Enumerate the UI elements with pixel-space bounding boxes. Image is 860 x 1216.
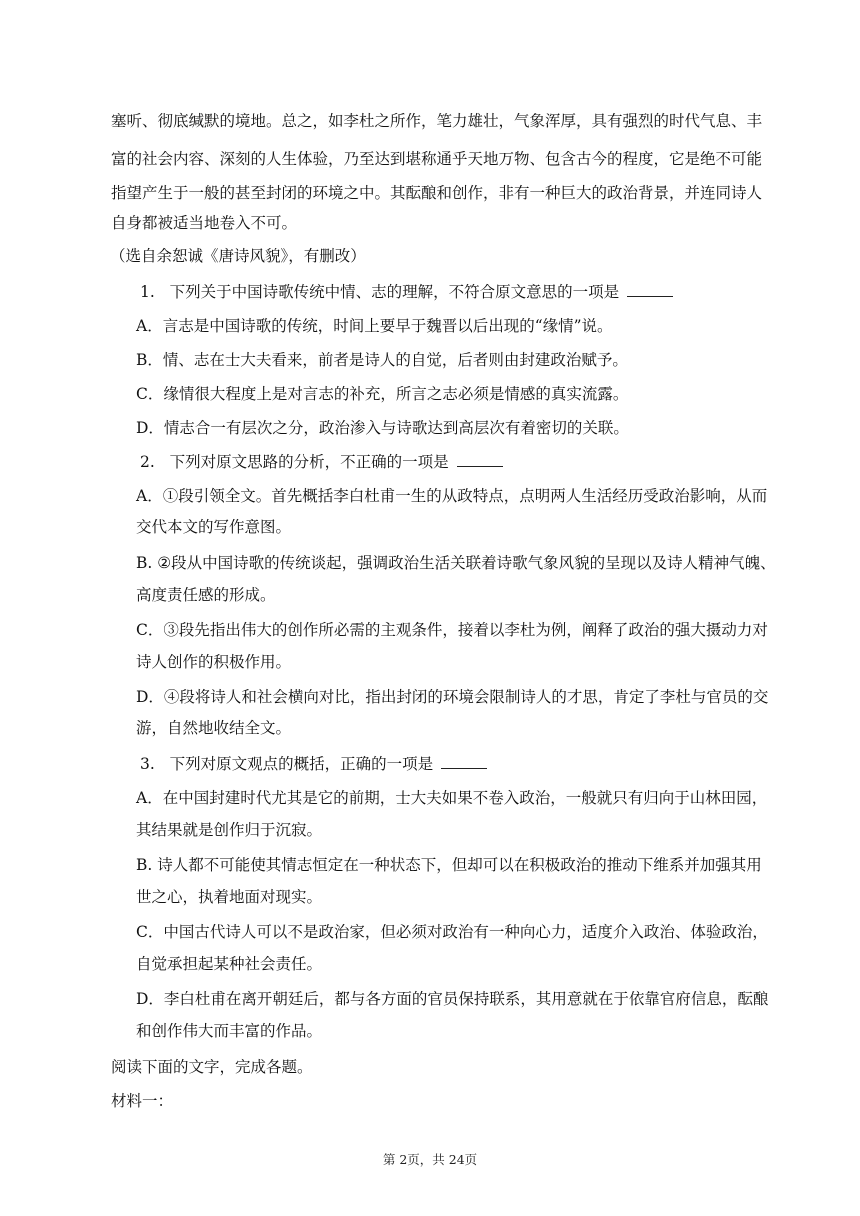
- answer-blank[interactable]: [627, 282, 673, 297]
- passage-line: 塞听、彻底缄默的境地。总之，如李杜之所作，笔力雄壮，气象浑厚，具有强烈的时代气息、丰: [111, 112, 763, 130]
- material-label: 材料一：: [111, 1092, 174, 1110]
- option-3b-cont: 世之心，执着地面对现实。: [136, 888, 323, 906]
- answer-blank[interactable]: [441, 754, 487, 769]
- passage-line: 自身都被适当地卷入不可。: [111, 214, 298, 232]
- question-2: [140, 452, 503, 472]
- question-stem: 下列关于中国诗歌传统中情、志的理解，不符合原文意思的一项是: [169, 283, 620, 301]
- question-number: 2.: [140, 453, 155, 471]
- option-2d: D．④段将诗人和社会横向对比，指出封闭的环境会限制诗人的才思，肯定了李杜与官员的交: [136, 688, 769, 706]
- option-3a: A．在中国封建时代尤其是它的前期，士大夫如果不卷入政治，一般就只有归向于山林田园，: [136, 789, 768, 807]
- option-2b-cont: 高度责任感的形成。: [136, 586, 276, 604]
- option-2b: B. ②段从中国诗歌的传统谈起，强调政治生活关联着诗歌气象风貌的呈现以及诗人精神气魄、: [136, 554, 776, 572]
- option-1b: B．情、志在士大夫看来，前者是诗人的自觉，后者则由封建政治赋予。: [136, 351, 628, 369]
- passage-line: 指望产生于一般的甚至封闭的环境之中。其酝酿和创作，非有一种巨大的政治背景，并连同诗人: [111, 184, 763, 202]
- option-1d: D．情志合一有层次之分，政治渗入与诗歌达到高层次有着密切的关联。: [136, 419, 629, 437]
- source-citation: （选自余恕诚《唐诗风貌》，有删改）: [110, 247, 366, 265]
- question-number: 1.: [140, 283, 155, 301]
- option-2d-cont: 游，自然地收结全文。: [136, 719, 292, 737]
- question-stem: 下列对原文思路的分析，不正确的一项是: [169, 453, 449, 471]
- question-3: [140, 754, 487, 774]
- option-3c-cont: 自觉承担起某种社会责任。: [136, 955, 323, 973]
- question-1: [140, 282, 673, 302]
- page-footer: 第 2页，共 24页: [382, 1152, 478, 1167]
- option-3b: B. 诗人都不可能使其情志恒定在一种状态下，但却可以在积极政治的推动下维系并加强其用: [136, 856, 762, 874]
- reading-instruction: 阅读下面的文字，完成各题。: [111, 1058, 313, 1076]
- option-3a-cont: 其结果就是创作归于沉寂。: [136, 821, 323, 839]
- passage-line: 富的社会内容、深刻的人生体验，乃至达到堪称通乎天地万物、包含古今的程度，它是绝不可能: [111, 150, 763, 168]
- option-1a: A．言志是中国诗歌的传统，时间上要早于魏晋以后出现的“缘情”说。: [136, 317, 613, 335]
- option-2c-cont: 诗人创作的积极作用。: [136, 653, 292, 671]
- option-2c: C．③段先指出伟大的创作所必需的主观条件，接着以李杜为例，阐释了政治的强大摄动力对: [136, 621, 768, 639]
- question-stem: 下列对原文观点的概括，正确的一项是: [169, 755, 434, 773]
- option-3c: C．中国古代诗人可以不是政治家，但必须对政治有一种向心力，适度介入政治、体验政治，: [136, 923, 768, 941]
- answer-blank[interactable]: [457, 452, 503, 467]
- option-2a: A．①段引领全文。首先概括李白杜甫一生的从政特点，点明两人生活经历受政治影响，从而: [136, 487, 768, 505]
- option-3d: D．李白杜甫在离开朝廷后，都与各方面的官员保持联系，其用意就在于依靠官府信息，酝酿: [136, 990, 769, 1008]
- option-3d-cont: 和创作伟大而丰富的作品。: [136, 1022, 323, 1040]
- option-2a-cont: 交代本文的写作意图。: [136, 518, 292, 536]
- option-1c: C．缘情很大程度上是对言志的补充，所言之志必须是情感的真实流露。: [136, 385, 629, 403]
- question-number: 3.: [140, 755, 155, 773]
